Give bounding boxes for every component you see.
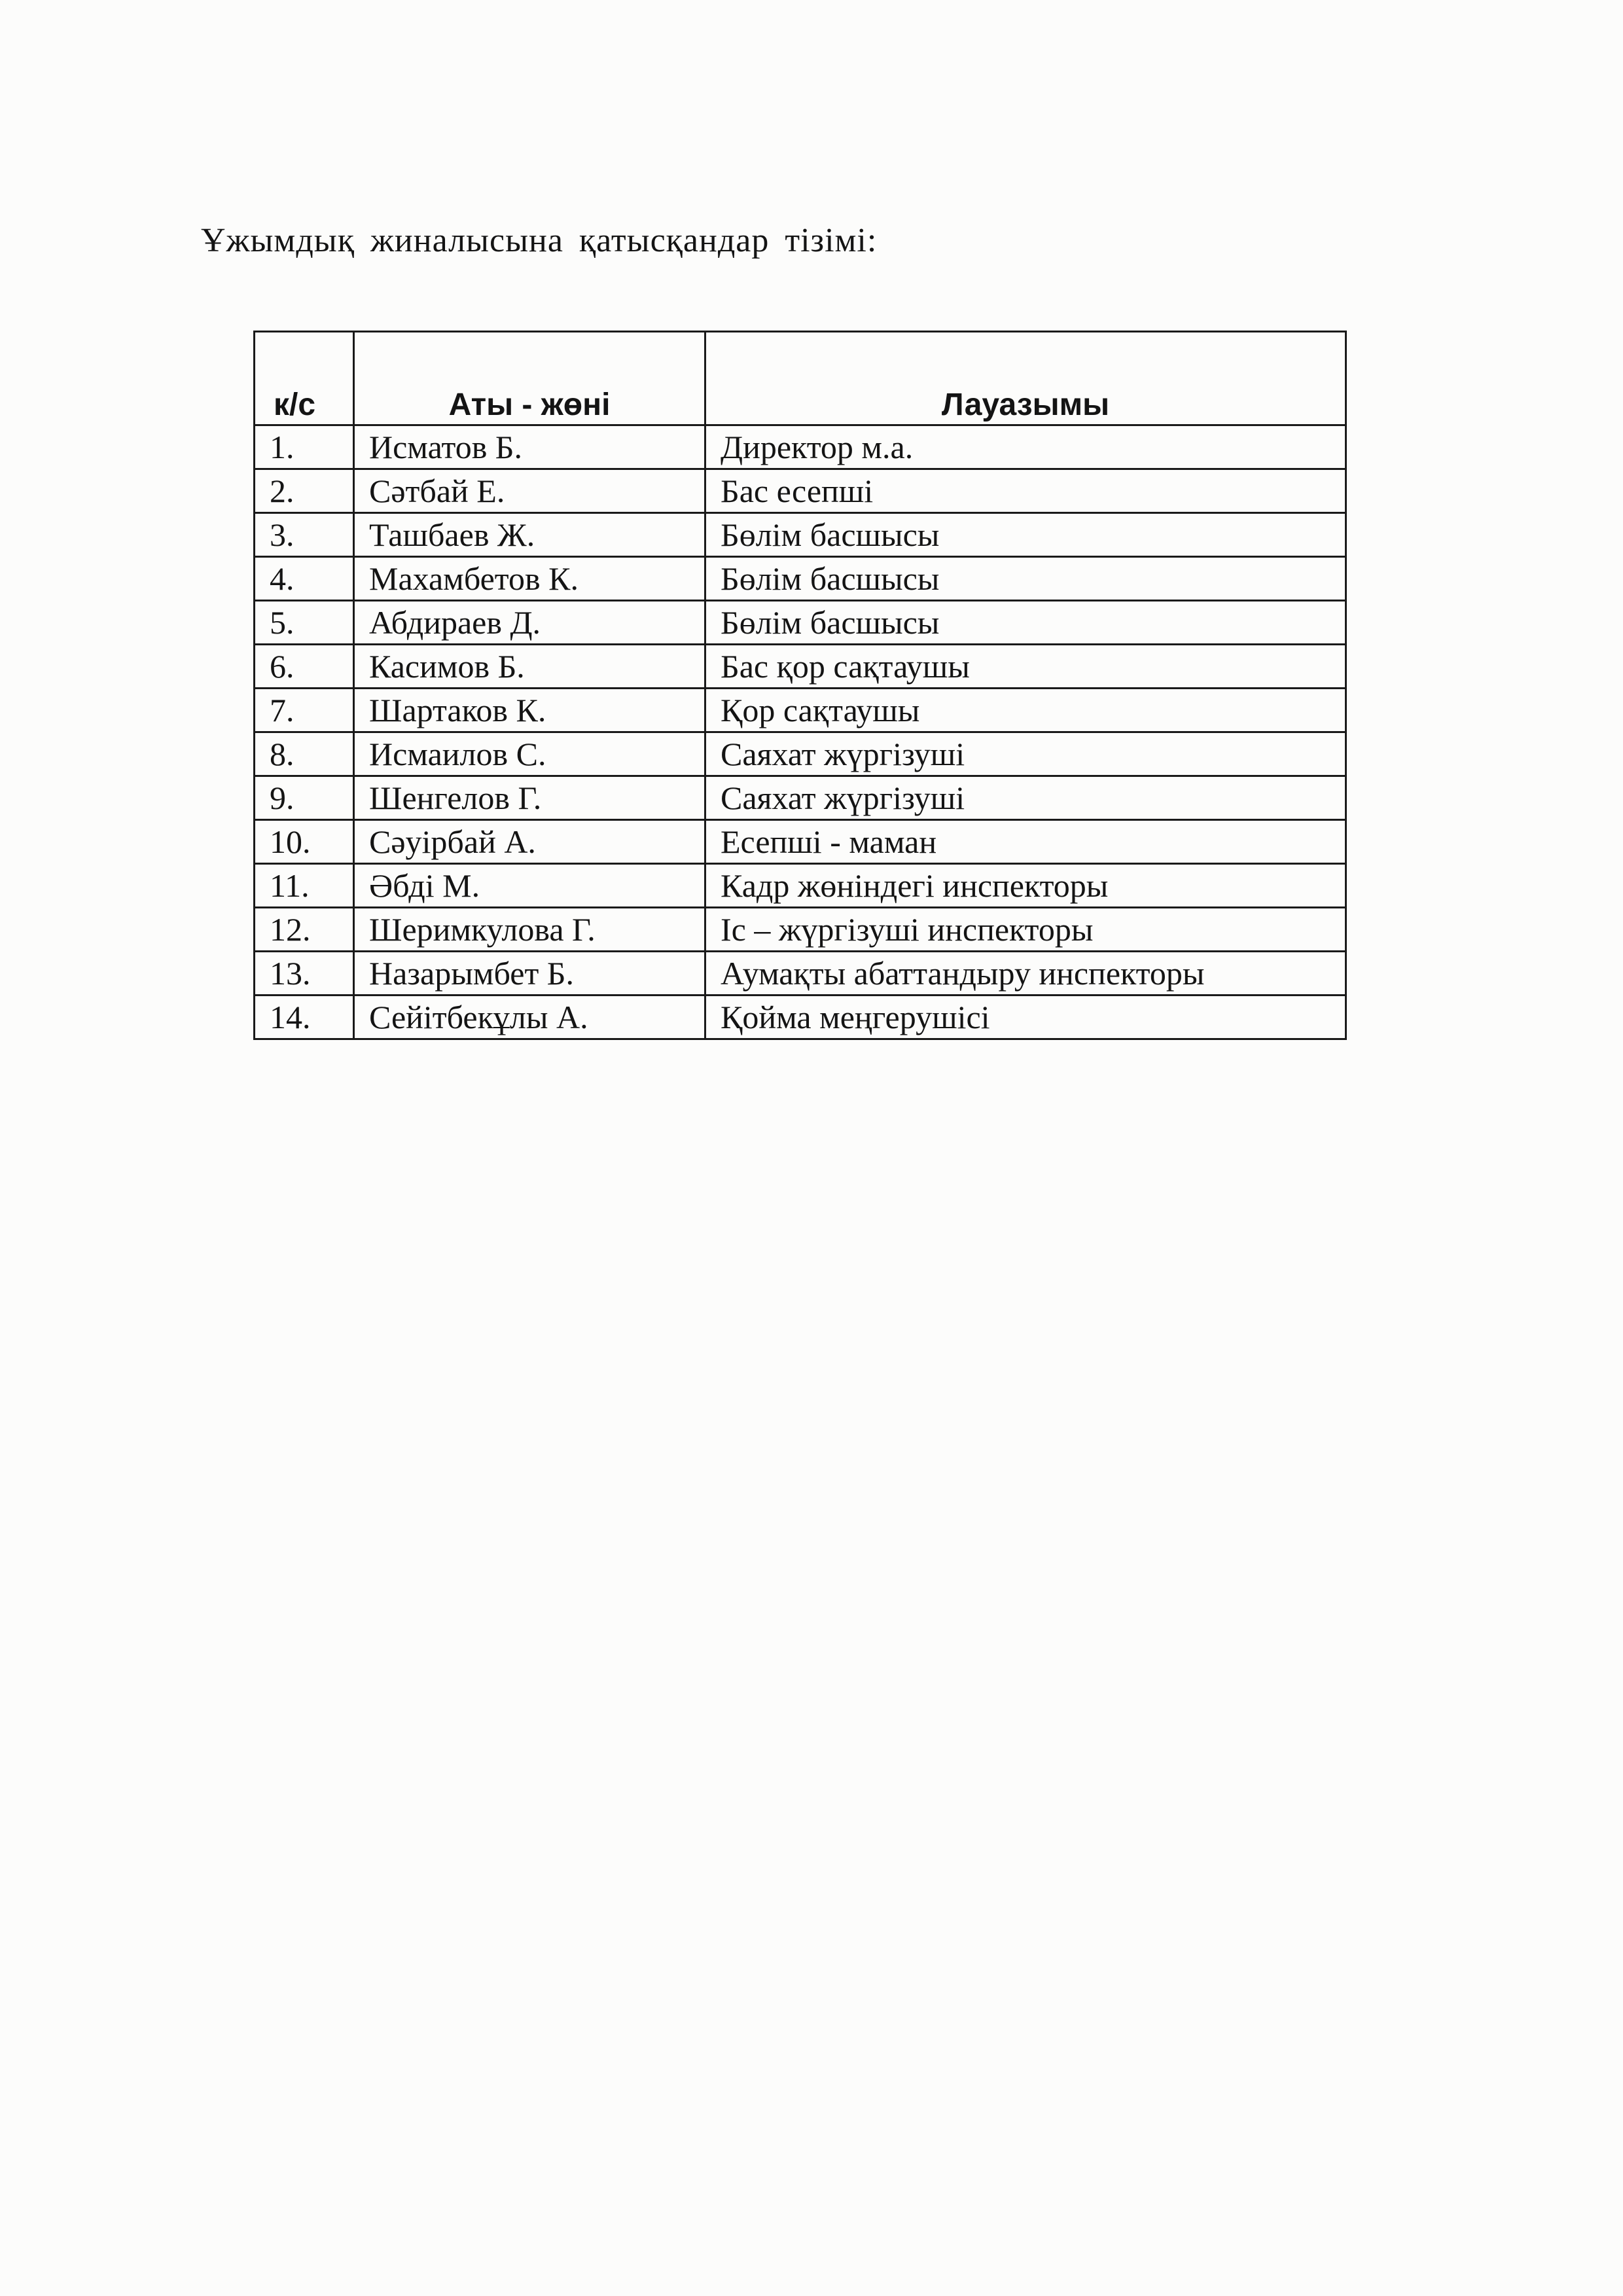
table-row <box>255 425 1346 469</box>
row-number: 11. <box>255 864 354 908</box>
column-header-position: Лауазымы <box>705 332 1346 425</box>
row-name: Назарымбет Б. <box>354 952 705 996</box>
row-name: Шенгелов Г. <box>354 776 705 820</box>
row-name: Шартаков К. <box>354 689 705 732</box>
row-number: 3. <box>255 513 354 557</box>
row-position: Қор сақтаушы <box>705 689 1346 732</box>
row-name: Исматов Б. <box>354 425 705 469</box>
table-row <box>255 952 1346 996</box>
table-row <box>255 689 1346 732</box>
table-row <box>255 645 1346 689</box>
row-number: 9. <box>255 776 354 820</box>
row-number: 8. <box>255 732 354 776</box>
row-position: Есепші - маман <box>705 820 1346 864</box>
row-number: 1. <box>255 425 354 469</box>
row-position: Саяхат жүргізуші <box>705 776 1346 820</box>
table-row <box>255 908 1346 952</box>
row-name: Сәуірбай А. <box>354 820 705 864</box>
table-row <box>255 513 1346 557</box>
row-number: 12. <box>255 908 354 952</box>
row-number: 10. <box>255 820 354 864</box>
row-number: 5. <box>255 601 354 645</box>
row-name: Махамбетов К. <box>354 557 705 601</box>
table-row <box>255 732 1346 776</box>
row-name: Абдираев Д. <box>354 601 705 645</box>
row-number: 13. <box>255 952 354 996</box>
row-name: Касимов Б. <box>354 645 705 689</box>
row-position: Директор м.а. <box>705 425 1346 469</box>
table-row <box>255 776 1346 820</box>
row-position: Бас қор сақтаушы <box>705 645 1346 689</box>
row-position: Қойма меңгерушісі <box>705 996 1346 1039</box>
row-number: 14. <box>255 996 354 1039</box>
table-row <box>255 996 1346 1039</box>
table-row <box>255 469 1346 513</box>
row-name: Сейітбекұлы А. <box>354 996 705 1039</box>
row-position: Бас есепші <box>705 469 1346 513</box>
row-position: Іс – жүргізуші инспекторы <box>705 908 1346 952</box>
row-name: Әбді М. <box>354 864 705 908</box>
attendees-table <box>253 331 1347 1040</box>
row-name: Сәтбай Е. <box>354 469 705 513</box>
row-number: 2. <box>255 469 354 513</box>
table-header-row <box>255 332 1346 425</box>
reverse-side-bleed <box>196 137 1440 196</box>
row-number: 4. <box>255 557 354 601</box>
page-heading: Ұжымдық жиналысына қатысқандар тізімі: <box>201 222 878 259</box>
table-row <box>255 864 1346 908</box>
row-position: Аумақты абаттандыру инспекторы <box>705 952 1346 996</box>
table-row <box>255 601 1346 645</box>
row-position: Бөлім басшысы <box>705 557 1346 601</box>
row-number: 6. <box>255 645 354 689</box>
row-name: Исмаилов С. <box>354 732 705 776</box>
row-position: Саяхат жүргізуші <box>705 732 1346 776</box>
row-name: Ташбаев Ж. <box>354 513 705 557</box>
column-header-number: к/с <box>255 332 354 425</box>
row-position: Бөлім басшысы <box>705 513 1346 557</box>
column-header-name: Аты - жөні <box>354 332 705 425</box>
table-row <box>255 557 1346 601</box>
row-position: Кадр жөніндегі инспекторы <box>705 864 1346 908</box>
row-name: Шеримкулова Г. <box>354 908 705 952</box>
row-position: Бөлім басшысы <box>705 601 1346 645</box>
row-number: 7. <box>255 689 354 732</box>
table-row <box>255 820 1346 864</box>
